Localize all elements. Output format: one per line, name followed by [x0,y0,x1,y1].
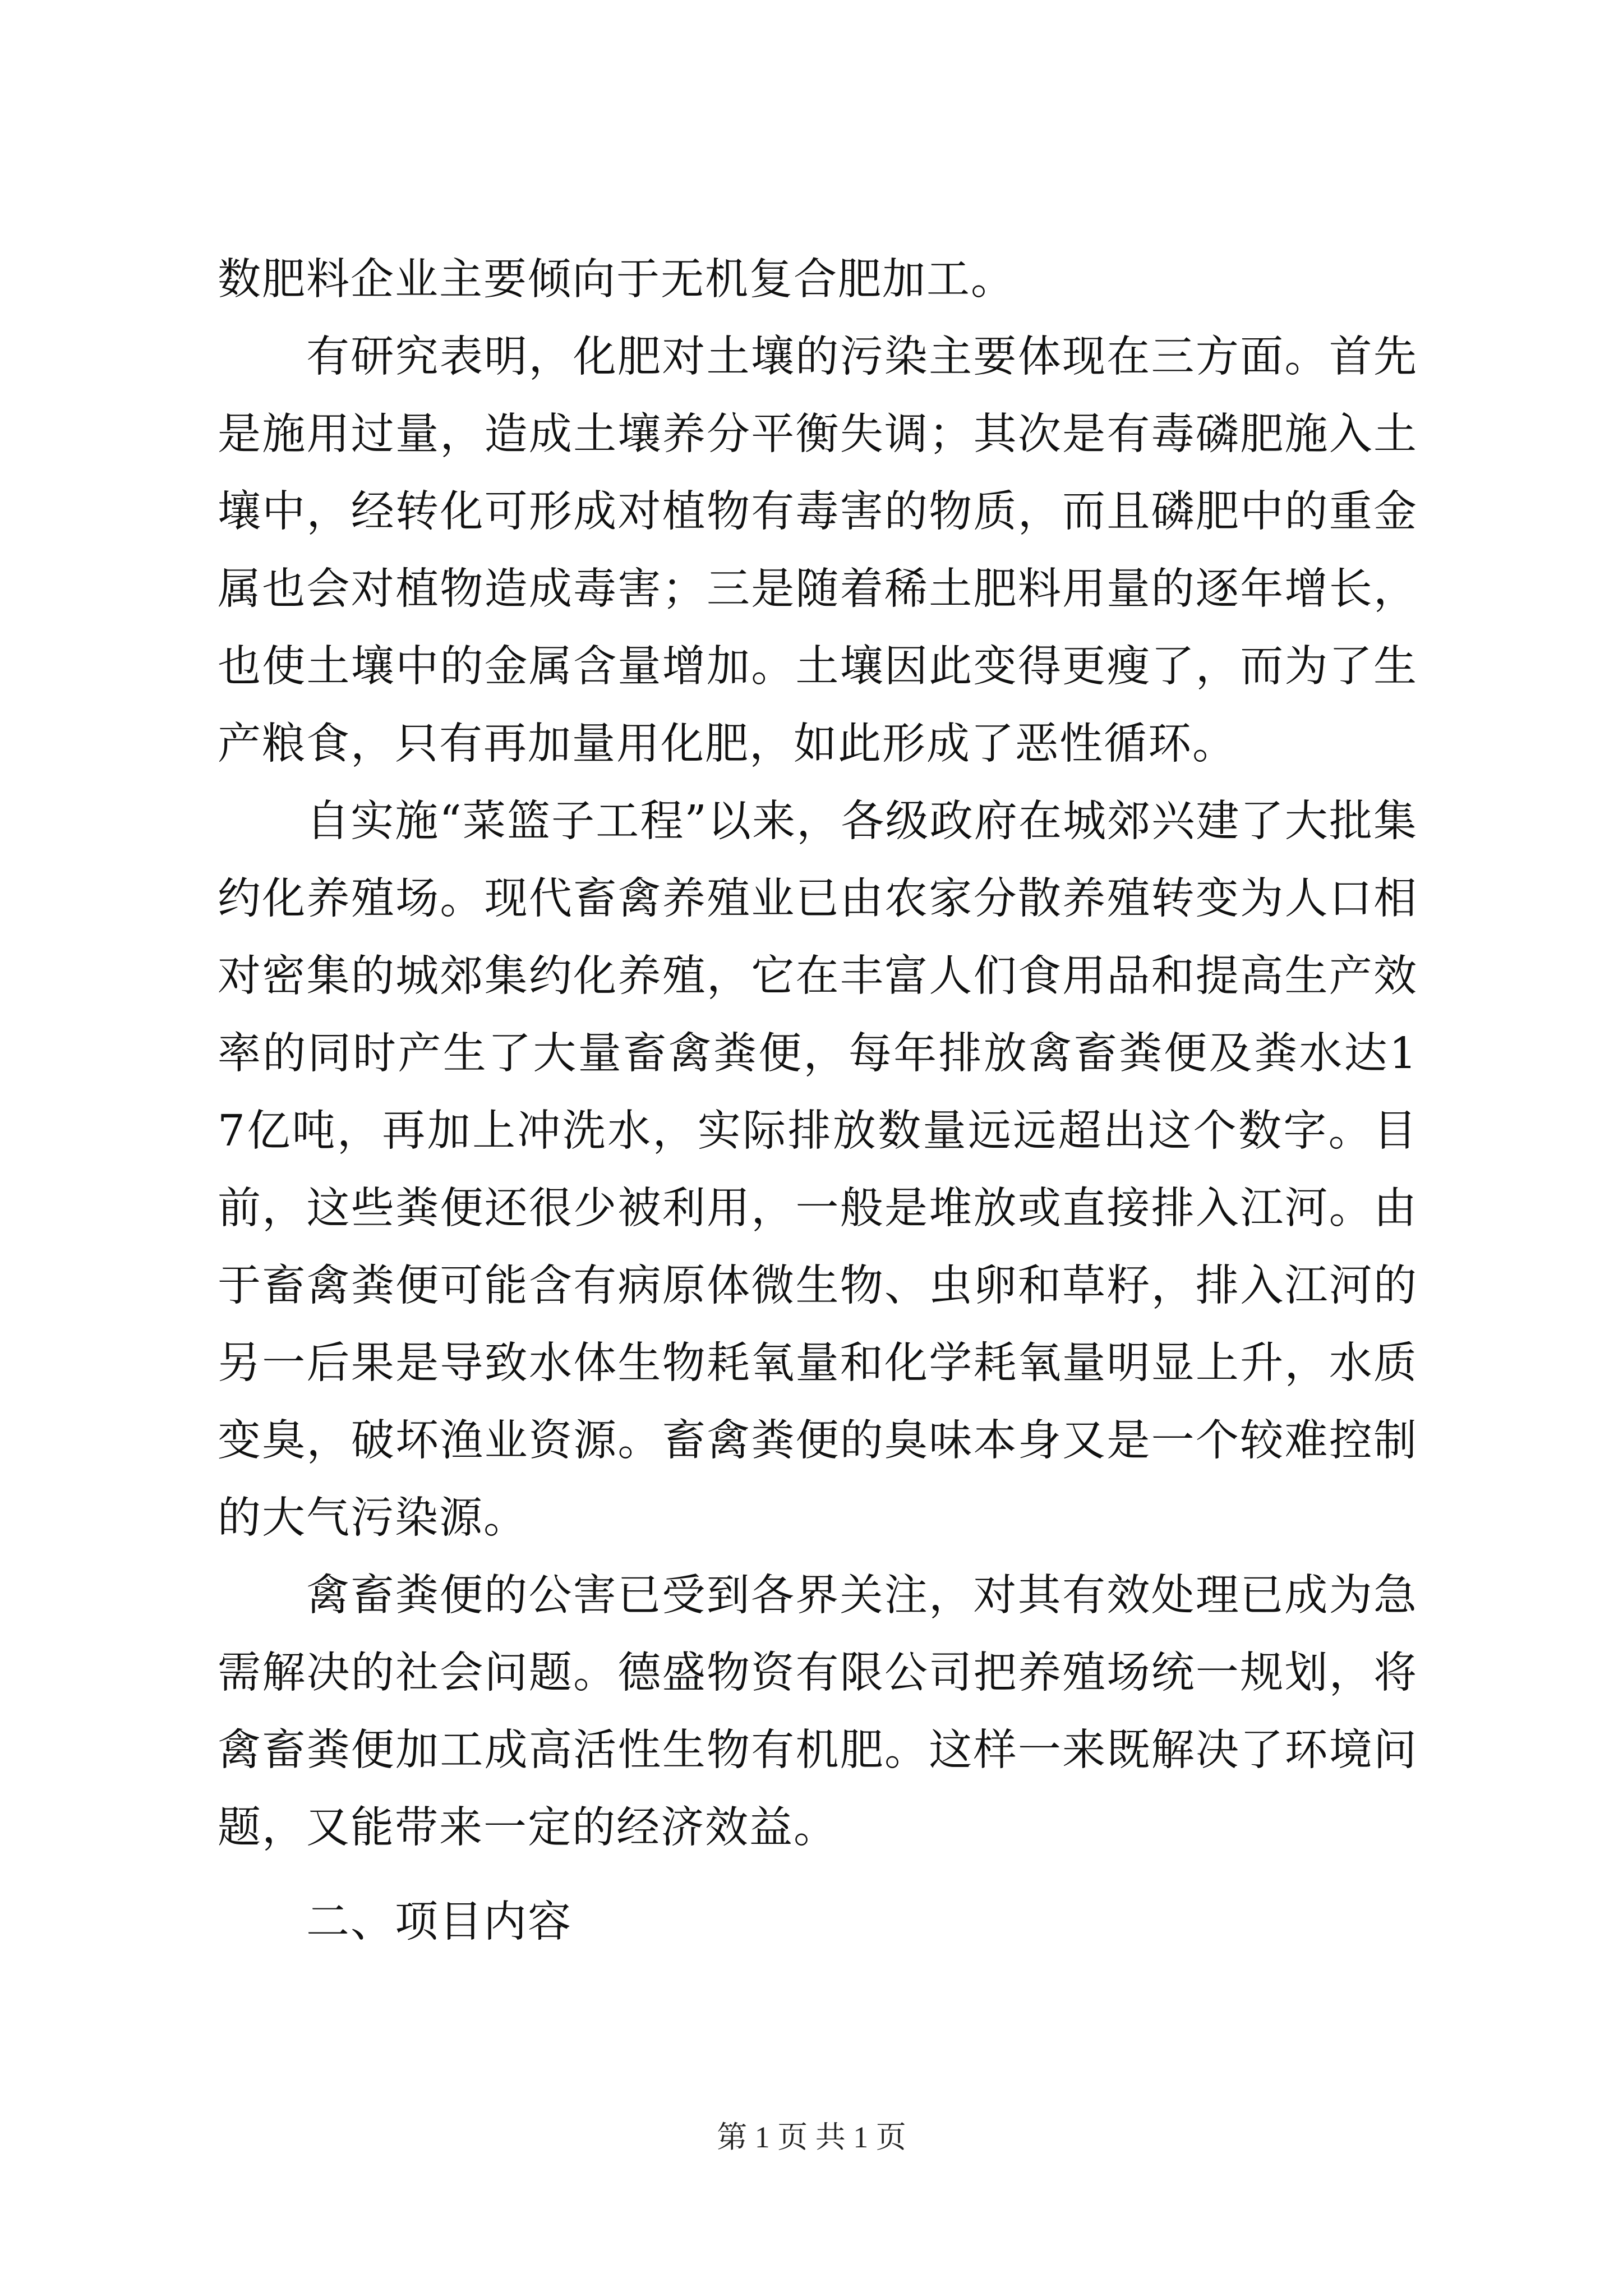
paragraph-fertilizer-pollution: 有研究表明，化肥对土壤的污染主要体现在三方面。首先是施用过量，造成土壤养分平衡失调；其次是有毒磷肥施入土壤中，经转化可形成对植物有毒害的物质，而且磷肥中的重金属也会对植物造成毒害；三是随着稀土肥料用量的逐年增长，也使土壤中的金属含量增加。土壤因此变得更瘦了，而为了生产粮食，只有再加量用化肥，如此形成了恶性循环。 [218,332,1418,769]
page-number-footer: 第 1 页 共 1 页 [717,2120,906,2154]
paragraph-livestock-farming: 自实施“菜篮子工程”以来，各级政府在城郊兴建了大批集约化养殖场。现代畜禽养殖业已由农家分散养殖转变为人口相对密集的城郊集约化养殖，它在丰富人们食用品和提高生产效率的同时产生了大量畜禽粪便，每年排放禽畜粪便及粪水达17亿吨，再加上冲洗水，实际排放数量远远超出这个数字。目前，这些粪便还很少被利用，一般是堆放或直接排入江河。由于畜禽粪便可能含有病原体微生物、虫卵和草籽，排入江河的另一后果是导致水体生物耗氧量和化学耗氧量明显上升，水质变臭，破坏渔业资源。畜禽粪便的臭味本身又是一个较难控制的大气污染源。 [218,797,1418,1543]
paragraph-manure-treatment: 禽畜粪便的公害已受到各界关注，对其有效处理已成为急需解决的社会问题。德盛物资有限公司把养殖场统一规划，将禽畜粪便加工成高活性生物有机肥。这样一来既解决了环境问题，又能带来一定的经济效益。 [218,1571,1418,1853]
paragraph-continuation: 数肥料企业主要倾向于无机复合肥加工。 [218,255,1015,305]
section-heading: 二、项目内容 [306,1897,572,1947]
document-body [218,241,1418,1961]
